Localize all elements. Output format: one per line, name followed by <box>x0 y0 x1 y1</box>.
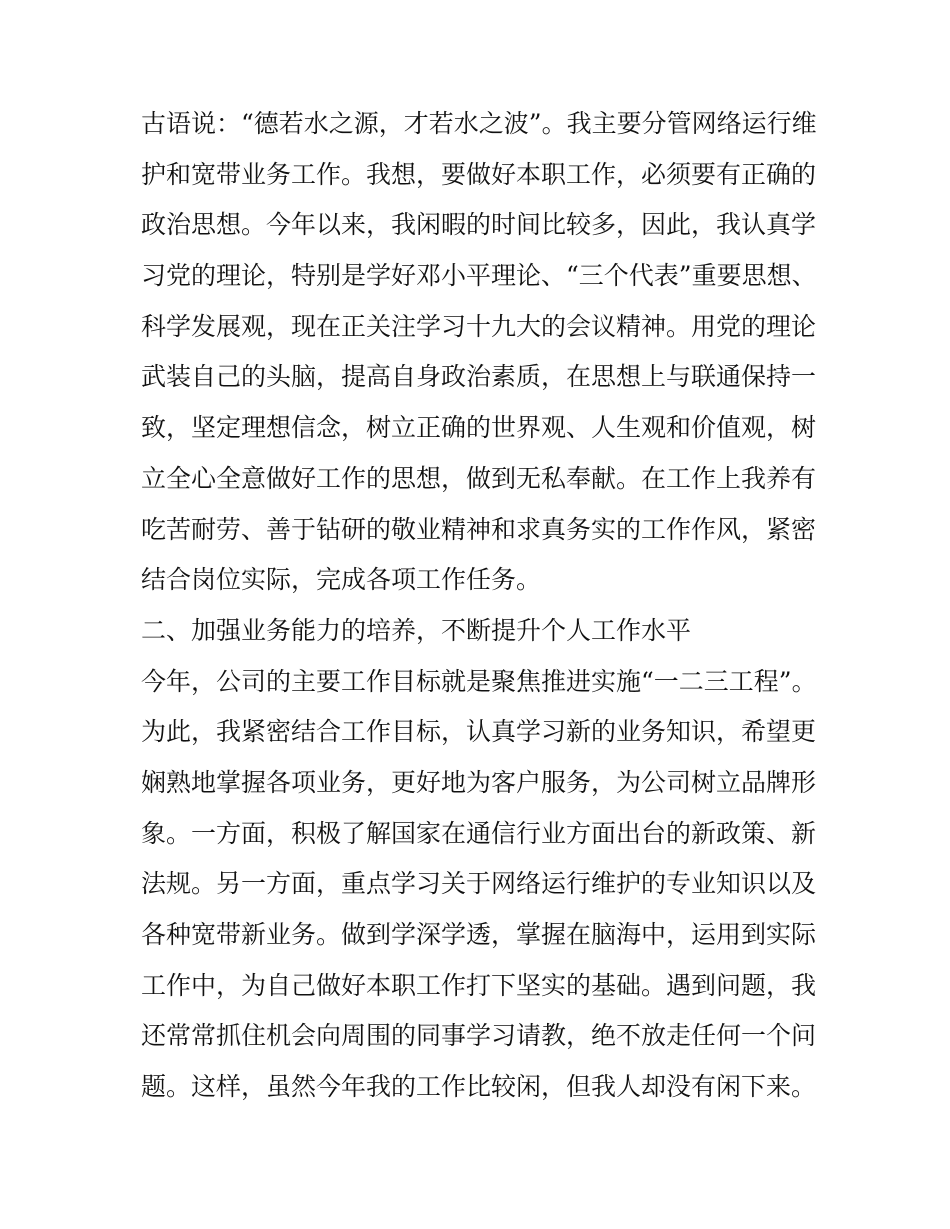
text-line: 政治思想。今年以来，我闲暇的时间比较多，因此，我认真学 <box>141 210 817 240</box>
text-line: 结合岗位实际，完成各项工作任务。 <box>141 565 542 595</box>
text-line: 习党的理论，特别是学好邓小平理论、“三个代表”重要思想、 <box>141 261 817 291</box>
text-line: 为此，我紧密结合工作目标，认真学习新的业务知识，希望更 <box>141 717 817 747</box>
text-line: 致，坚定理想信念，树立正确的世界观、人生观和价值观，树 <box>141 413 817 443</box>
text-line: 立全心全意做好工作的思想，做到无私奉献。在工作上我养有 <box>141 463 817 493</box>
text-line: 题。这样，虽然今年我的工作比较闲，但我人却没有闲下来。 <box>141 1072 817 1102</box>
text-line: 各种宽带新业务。做到学深学透，掌握在脑海中，运用到实际 <box>141 920 817 949</box>
body-text <box>141 99 831 1113</box>
text-line: 吃苦耐劳、善于钻研的敬业精神和求真务实的工作作风，紧密 <box>141 514 817 544</box>
text-line: 象。一方面，积极了解国家在通信行业方面出台的新政策、新 <box>141 818 817 848</box>
text-line: 古语说：“德若水之源，才若水之波”。我主要分管网络运行维 <box>141 109 817 138</box>
section-heading: 二、加强业务能力的培养，不断提升个人工作水平 <box>141 615 692 645</box>
text-line: 科学发展观，现在正关注学习十九大的会议精神。用党的理论 <box>141 311 817 341</box>
text-line: 娴熟地掌握各项业务，更好地为客户服务，为公司树立品牌形 <box>141 767 817 797</box>
text-line: 武装自己的头脑，提高自身政治素质，在思想上与联通保持一 <box>141 362 817 392</box>
text-line: 法规。另一方面，重点学习关于网络运行维护的专业知识以及 <box>141 869 817 899</box>
text-line: 今年，公司的主要工作目标就是聚焦推进实施“一二三工程”。 <box>141 666 817 696</box>
text-line: 还常常抓住机会向周围的同事学习请教，绝不放走任何一个问 <box>141 1021 817 1051</box>
text-line: 工作中，为自己做好本职工作打下坚实的基础。遇到问题，我 <box>141 970 817 1000</box>
text-line: 护和宽带业务工作。我想，要做好本职工作，必须要有正确的 <box>141 159 817 189</box>
